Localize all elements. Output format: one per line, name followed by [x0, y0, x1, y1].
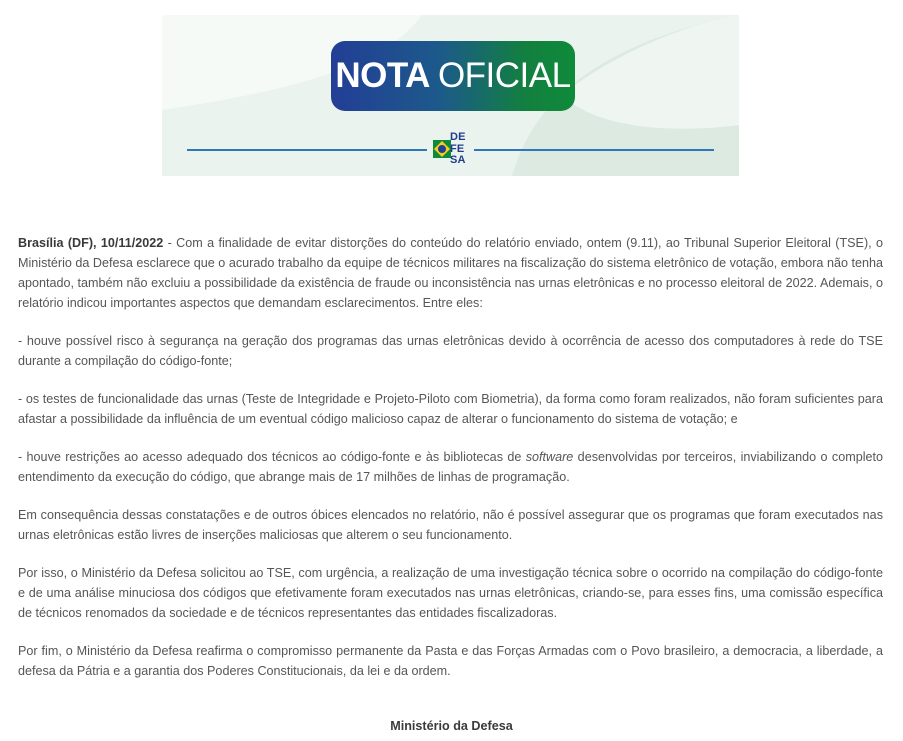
- dateline: Brasília (DF), 10/11/2022: [18, 236, 164, 250]
- intro-text: - Com a finalidade de evitar distorções do conteúdo do relatório enviado, ontem (9.11), ao Tribunal Superior Eleitoral (TSE), o Ministério da Defesa esclarece que o acurado trabalho da equipe de técnicos militares na fiscalização do sistema eletrônico de votação, embora não tenha apontado, também não excluiu a possibilidade da existência de fraude ou inconsistência nas urnas eletrônicas e no processo eleitoral de 2022. Ademais, o relatório indicou importantes aspectos que demandam esclarecimentos. Entre eles:: [18, 236, 884, 310]
- paragraph-intro: [18, 233, 883, 313]
- divider-line-right: [474, 149, 714, 151]
- paragraph-item-functionality-tests: - os testes de funcionalidade das urnas (Teste de Integridade e Projeto-Piloto com Biometria), da forma como foram realizados, não foram suficientes para afastar a possibilidade da influência de um eventual código malicioso capaz de alterar o funcionamento do sistema de votação; e: [18, 392, 883, 426]
- software-italic: software: [525, 450, 574, 464]
- paragraph-item-source-access: [18, 447, 883, 487]
- paragraph-consequence: Em consequência dessas constatações e de outros óbices elencados no relatório, não é possível assegurar que os programas que foram executados nas urnas eletrônicas estão livres de inserções maliciosas que alterem o seu funcionamento.: [18, 508, 883, 542]
- paragraph-request: Por isso, o Ministério da Defesa solicitou ao TSE, com urgência, a realização de uma investigação técnica sobre o ocorrido na compilação do código-fonte e de uma análise minuciosa dos códigos que efetivamente foram executados nas urnas eletrônicas, criando-se, para esses fins, uma comissão específica de técnicos renomados da sociedade e de técnicos representantes das entidades fiscalizadoras.: [18, 566, 883, 620]
- article-body: [18, 233, 883, 699]
- brazil-flag-icon: [433, 140, 451, 158]
- logo-line-2: FE: [450, 142, 465, 155]
- paragraph-item-network-risk: - houve possível risco à segurança na geração dos programas das urnas eletrônicas devido à ocorrência de acesso dos computadores à rede do TSE durante a compilação do código-fonte;: [18, 334, 883, 368]
- title-light-word: OFICIAL: [437, 56, 571, 95]
- title-bold-word: NOTA: [335, 56, 430, 95]
- logo-line-1: DE: [450, 131, 466, 143]
- logo-line-3: SA: [450, 154, 466, 166]
- source-access-text-b: desenvolvidas por terceiros, inviabilizando o completo entendimento da execução do código, que abrange mais de 17 milhões de linhas de programação.: [18, 450, 884, 484]
- nota-oficial-banner: [162, 15, 739, 176]
- paragraph-closing: Por fim, o Ministério da Defesa reafirma o compromisso permanente da Pasta e das Forças Armadas com o Povo brasileiro, a democracia, a liberdade, a defesa da Pátria e a garantia dos Poderes Constitucionais, da lei e da ordem.: [18, 644, 883, 678]
- divider-line-left: [187, 149, 427, 151]
- defesa-logo-text: [450, 132, 466, 167]
- defesa-logo: [433, 132, 469, 168]
- signature: Ministério da Defesa: [390, 719, 513, 733]
- source-access-text-a: - houve restrições ao acesso adequado dos técnicos ao código-fonte e às bibliotecas de: [18, 450, 526, 464]
- nota-oficial-title: [331, 41, 575, 111]
